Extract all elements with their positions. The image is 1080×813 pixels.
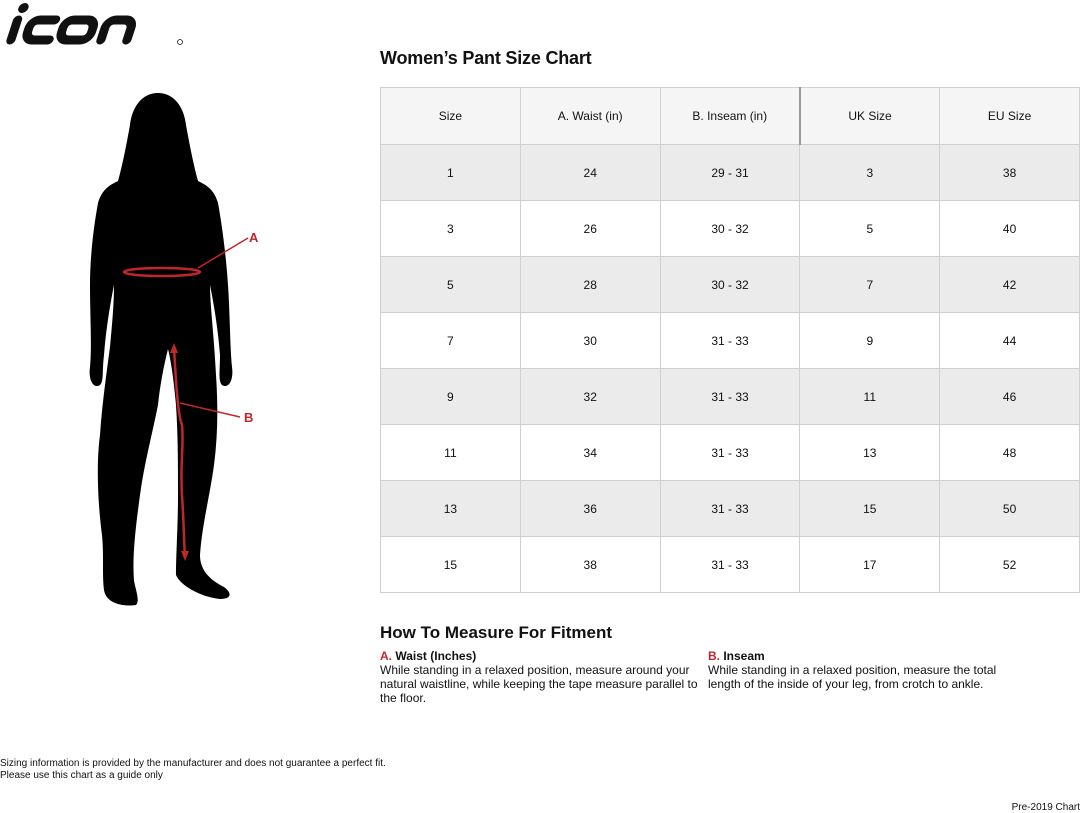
cell-waist: 32 bbox=[520, 369, 660, 425]
cell-size: 1 bbox=[381, 145, 521, 201]
table-row bbox=[381, 481, 1080, 537]
cell-uk-size: 13 bbox=[800, 425, 940, 481]
cell-uk-size: 3 bbox=[800, 145, 940, 201]
label-b: B bbox=[244, 410, 254, 425]
body-silhouette-figure bbox=[60, 85, 280, 610]
cell-uk-size: 9 bbox=[800, 313, 940, 369]
table-row bbox=[381, 313, 1080, 369]
cell-size: 7 bbox=[381, 313, 521, 369]
cell-uk-size: 15 bbox=[800, 481, 940, 537]
cell-inseam: 30 - 32 bbox=[660, 201, 800, 257]
cell-waist: 28 bbox=[520, 257, 660, 313]
measure-inseam-block bbox=[708, 649, 1028, 691]
cell-uk-size: 5 bbox=[800, 201, 940, 257]
measure-waist-letter: A. bbox=[380, 649, 392, 663]
cell-eu-size: 52 bbox=[940, 537, 1080, 593]
cell-eu-size: 44 bbox=[940, 313, 1080, 369]
cell-uk-size: 7 bbox=[800, 257, 940, 313]
cell-inseam: 30 - 32 bbox=[660, 257, 800, 313]
header-inseam: B. Inseam (in) bbox=[660, 88, 800, 145]
cell-size: 3 bbox=[381, 201, 521, 257]
cell-uk-size: 17 bbox=[800, 537, 940, 593]
table-header-row bbox=[381, 88, 1080, 145]
table-row bbox=[381, 369, 1080, 425]
measure-inseam-heading-text: Inseam bbox=[723, 649, 765, 663]
page-title: Women’s Pant Size Chart bbox=[380, 48, 592, 68]
measure-waist-block bbox=[380, 649, 700, 705]
measure-inseam-heading bbox=[708, 649, 1028, 663]
disclaimer bbox=[0, 758, 420, 782]
header-uk-size: UK Size bbox=[800, 88, 940, 145]
header-size: Size bbox=[381, 88, 521, 145]
cell-inseam: 31 - 33 bbox=[660, 537, 800, 593]
measure-waist-text: While standing in a relaxed position, measure around your natural waistline, while keeping the tape measure parallel to the floor. bbox=[380, 663, 698, 705]
disclaimer-line-2: Please use this chart as a guide only bbox=[0, 770, 163, 781]
cell-size: 13 bbox=[381, 481, 521, 537]
icon-logo-mark bbox=[0, 0, 190, 50]
table-row bbox=[381, 145, 1080, 201]
cell-inseam: 31 - 33 bbox=[660, 369, 800, 425]
cell-waist: 26 bbox=[520, 201, 660, 257]
measure-inseam-text: While standing in a relaxed position, measure the total length of the inside of your leg, from crotch to ankle. bbox=[708, 663, 997, 691]
measure-inseam-letter: B. bbox=[708, 649, 720, 663]
table-row bbox=[381, 257, 1080, 313]
cell-inseam: 29 - 31 bbox=[660, 145, 800, 201]
cell-inseam: 31 - 33 bbox=[660, 481, 800, 537]
measure-waist-heading-text: Waist (Inches) bbox=[395, 649, 477, 663]
measure-waist-heading bbox=[380, 649, 700, 663]
cell-waist: 30 bbox=[520, 313, 660, 369]
cell-eu-size: 42 bbox=[940, 257, 1080, 313]
measure-section-title: How To Measure For Fitment bbox=[380, 623, 613, 642]
size-chart-table bbox=[380, 87, 1080, 593]
cell-eu-size: 50 bbox=[940, 481, 1080, 537]
cell-size: 11 bbox=[381, 425, 521, 481]
cell-uk-size: 11 bbox=[800, 369, 940, 425]
header-waist: A. Waist (in) bbox=[520, 88, 660, 145]
disclaimer-line-1: Sizing information is provided by the manufacturer and does not guarantee a perfect fit. bbox=[0, 758, 386, 769]
label-a: A bbox=[249, 230, 259, 245]
cell-waist: 34 bbox=[520, 425, 660, 481]
cell-size: 15 bbox=[381, 537, 521, 593]
cell-eu-size: 46 bbox=[940, 369, 1080, 425]
table-row bbox=[381, 537, 1080, 593]
table-row bbox=[381, 201, 1080, 257]
cell-eu-size: 38 bbox=[940, 145, 1080, 201]
table-row bbox=[381, 425, 1080, 481]
chart-version-note: Pre-2019 Chart bbox=[1011, 802, 1080, 813]
silhouette-body bbox=[90, 93, 233, 605]
cell-size: 9 bbox=[381, 369, 521, 425]
cell-size: 5 bbox=[381, 257, 521, 313]
cell-eu-size: 48 bbox=[940, 425, 1080, 481]
header-eu-size: EU Size bbox=[940, 88, 1080, 145]
cell-waist: 36 bbox=[520, 481, 660, 537]
cell-eu-size: 40 bbox=[940, 201, 1080, 257]
cell-waist: 24 bbox=[520, 145, 660, 201]
brand-logo bbox=[0, 0, 190, 50]
cell-inseam: 31 - 33 bbox=[660, 425, 800, 481]
cell-inseam: 31 - 33 bbox=[660, 313, 800, 369]
cell-waist: 38 bbox=[520, 537, 660, 593]
